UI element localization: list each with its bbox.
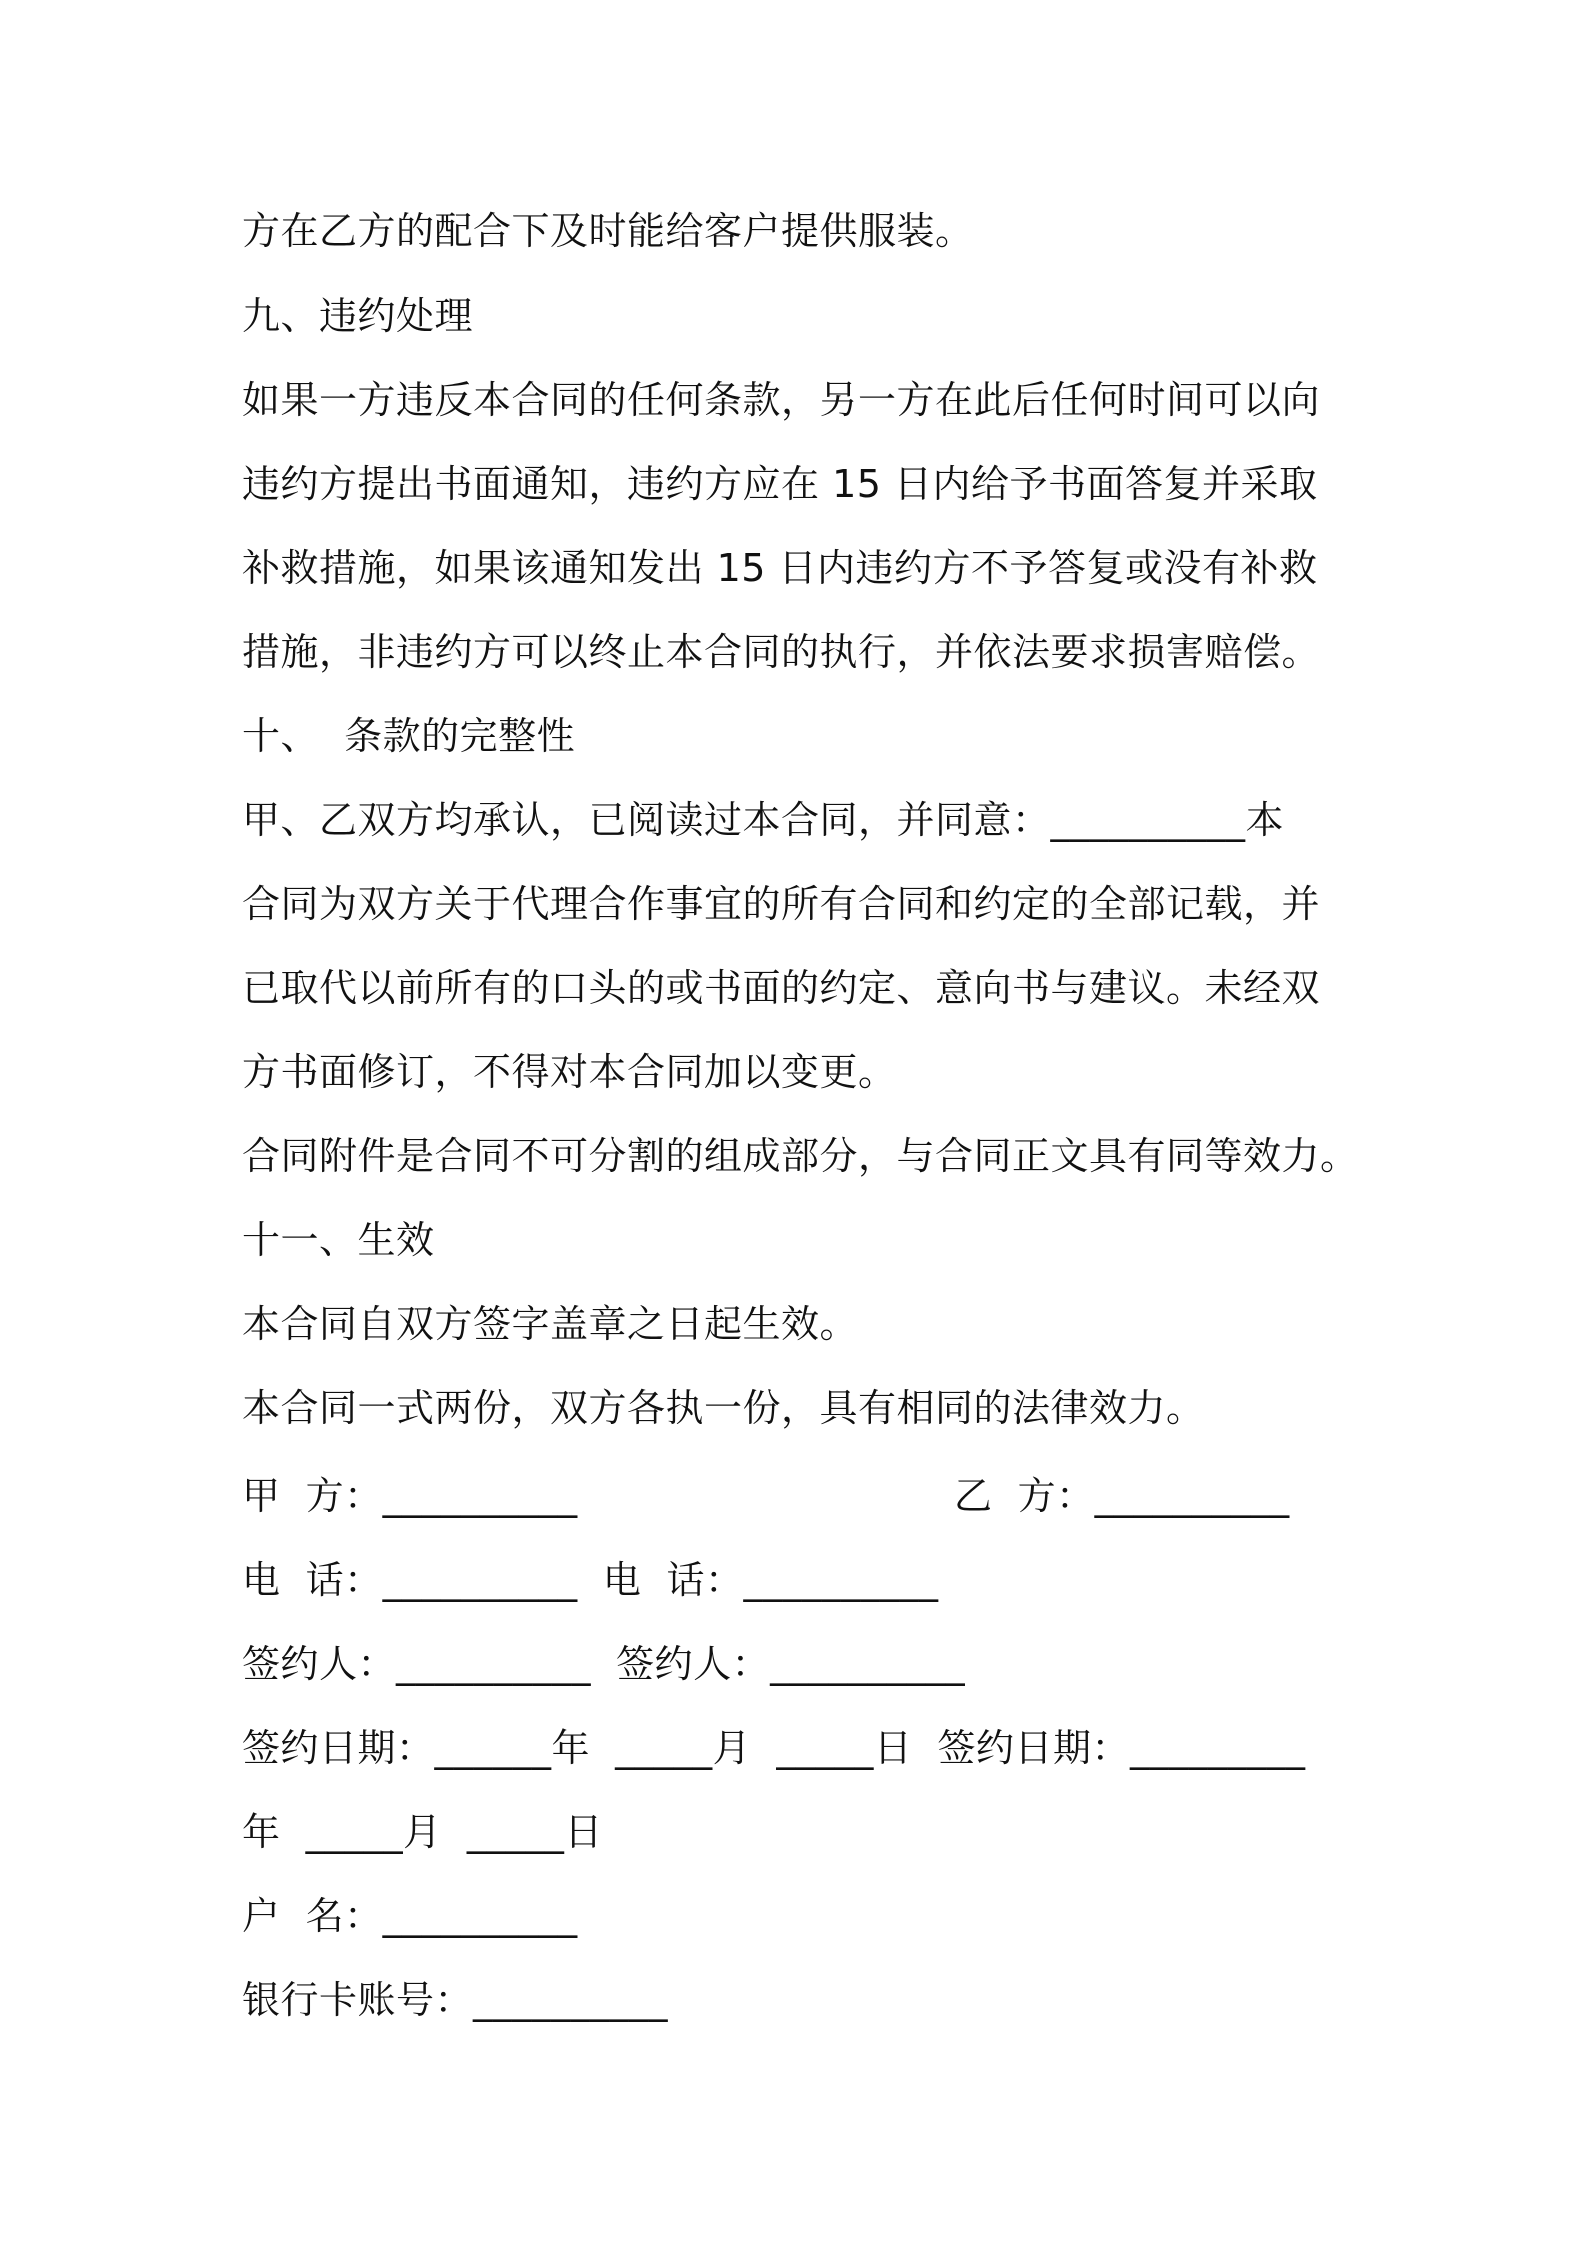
sign-date-row: 签约日期：______年 _____月 _____日 签约日期：_________ (242, 1726, 1306, 1770)
clause-9-line-3: 补救措施，如果该通知发出 15 日内违约方不予答复或没有补救 (242, 546, 1318, 590)
clause-10-line-1: 甲、乙双方均承认，已阅读过本合同，并同意：__________本 (242, 798, 1285, 842)
clause-11-line-1: 本合同自双方签字盖章之日起生效。 (242, 1302, 859, 1346)
party-b-field: 乙 方：__________ (954, 1474, 1290, 1518)
clause-11-line-2: 本合同一式两份，双方各执一份，具有相同的法律效力。 (242, 1386, 1205, 1430)
clause-8-tail: 方在乙方的配合下及时能给客户提供服装。 (242, 209, 974, 253)
phone-row: 电 话：__________ 电 话：__________ (242, 1558, 939, 1602)
clause-11-heading: 十一、生效 (242, 1218, 435, 1262)
clause-10-heading: 十、 条款的完整性 (242, 714, 576, 758)
sign-date-row-cont: 年 _____月 _____日 (242, 1810, 603, 1854)
clause-9-line-1: 如果一方违反本合同的任何条款，另一方在此后任何时间可以向 (242, 378, 1321, 422)
party-row (242, 1472, 1290, 1520)
signer-row: 签约人：__________ 签约人：__________ (242, 1642, 966, 1686)
clause-9-heading: 九、违约处理 (242, 294, 474, 338)
account-name-row: 户 名：__________ (242, 1894, 578, 1938)
clause-9-line-4: 措施，非违约方可以终止本合同的执行，并依法要求损害赔偿。 (242, 630, 1321, 674)
clause-10-attachment: 合同附件是合同不可分割的组成部分，与合同正文具有同等效力。 (242, 1134, 1359, 1178)
clause-10-line-4: 方书面修订，不得对本合同加以变更。 (242, 1050, 897, 1094)
clause-10-line-2: 合同为双方关于代理合作事宜的所有合同和约定的全部记载，并 (242, 882, 1321, 926)
clause-9-line-2: 违约方提出书面通知，违约方应在 15 日内给予书面答复并采取 (242, 462, 1318, 506)
bank-card-row: 银行卡账号：__________ (242, 1978, 669, 2022)
party-a-field: 甲 方：__________ (242, 1474, 578, 1518)
clause-10-line-3: 已取代以前所有的口头的或书面的约定、意向书与建议。未经双 (242, 966, 1321, 1010)
